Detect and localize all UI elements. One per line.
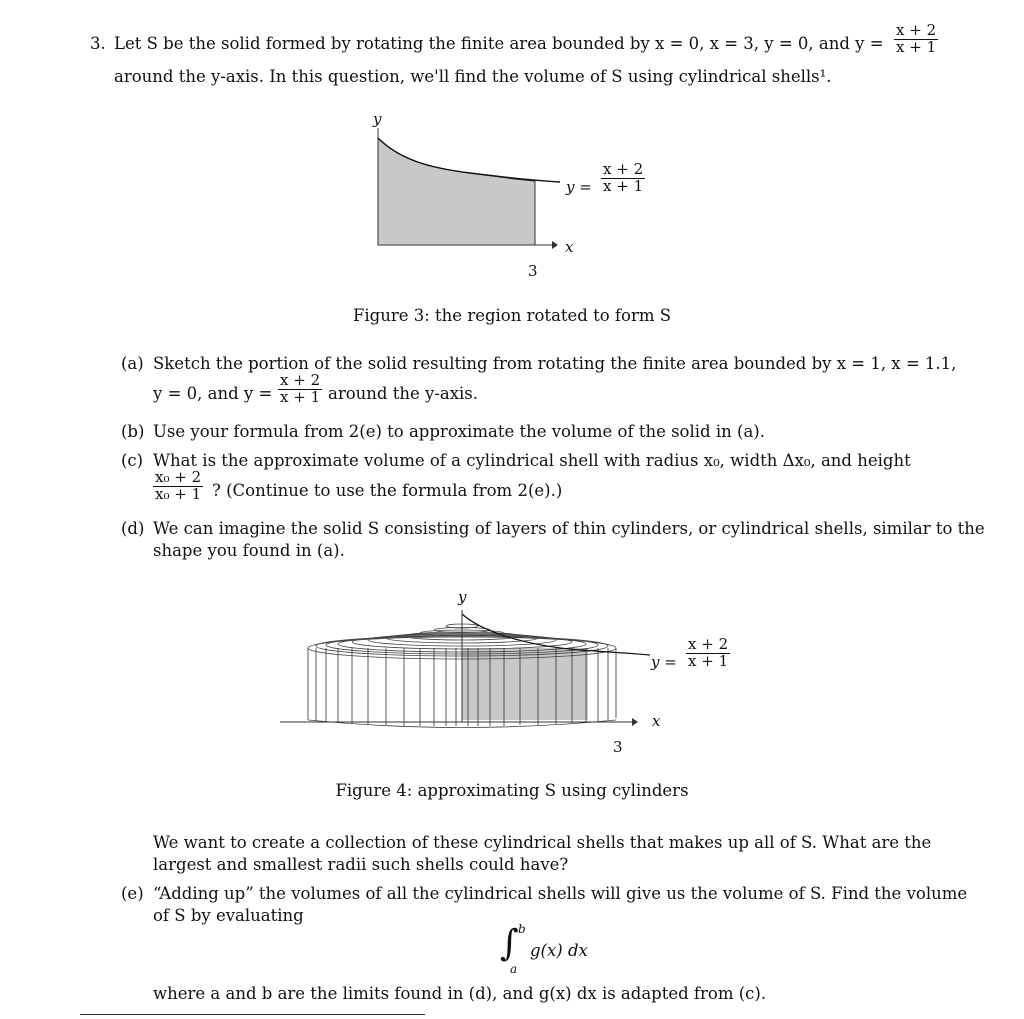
integrand: g(x) dx [530,941,588,960]
part-a-line-2-post: around the y-axis. [328,384,479,403]
part-b-label: (b) [121,422,145,441]
part-d-label: (d) [121,519,145,538]
fig4-tick-label: 3 [613,738,623,756]
fig3-fraction-numerator: x + 2 [603,160,644,178]
fig3-tick-label: 3 [528,262,538,280]
fig3-curve-fraction [601,162,645,195]
fig3-x-label: x [565,238,574,256]
fraction-numerator: x + 2 [896,21,937,39]
question-number: 3. [90,34,106,53]
fig4-x-label: x [652,712,661,730]
fig4-curve-fraction [686,637,730,670]
integral-sign: ∫ [500,923,519,964]
part-c-label: (c) [121,451,144,470]
fig3-y-label: y [373,110,382,128]
figure-3 [360,108,660,283]
part-a-line-2-pre: y = 0, and y = [153,384,273,403]
figure-3-caption: Figure 3: the region rotated to form S [352,306,672,325]
part-a-label: (a) [121,354,144,373]
question-fraction [894,23,938,56]
question-line-1: Let S be the solid formed by rotating the finite area bounded by x = 0, x = 3, y = 0, and y = [114,34,884,53]
part-e-label: (e) [121,884,144,903]
fig4-fraction-denominator: x + 1 [688,651,729,670]
part-a-fraction-numerator: x + 2 [280,371,321,389]
part-e-line-2: of S by evaluating [153,906,304,925]
part-c-fraction-numerator: x₀ + 2 [155,468,202,486]
part-d-line-2: shape you found in (a). [153,541,345,560]
x-axis-arrow [632,718,638,726]
part-e-after: where a and b are the limits found in (d), and g(x) dx is adapted from (c). [153,984,767,1003]
part-a-line-1: Sketch the portion of the solid resulting from rotating the finite area bounded by x = 1, x = 1.1, [153,354,957,373]
part-e-line-1: “Adding up” the volumes of all the cylindrical shells will give us the volume of S. Find the volume [153,884,968,903]
part-a-fraction [278,373,322,406]
figure-4-caption: Figure 4: approximating S using cylinders [335,781,689,800]
part-c-line-1: What is the approximate volume of a cylindrical shell with radius x₀, width Δx₀, and height [153,451,911,470]
figure-4 [280,590,680,750]
fraction-denominator: x + 1 [896,37,937,56]
part-c-fraction-denominator: x₀ + 1 [155,484,202,503]
part-c-line-2-post: ? (Continue to use the formula from 2(e).) [212,481,563,500]
integral-upper-limit: b [518,922,526,936]
fig4-fraction-numerator: x + 2 [688,635,729,653]
fig4-curve-prefix: y = [651,653,677,671]
footnote-rule [80,1014,425,1015]
part-b-text: Use your formula from 2(e) to approximate the volume of the solid in (a). [153,422,765,441]
question-line-2: around the y-axis. In this question, we'll find the volume of S using cylindrical shells¹. [114,67,832,86]
shaded-region [378,138,535,245]
fig3-fraction-denominator: x + 1 [603,176,644,195]
x-axis-arrow [552,241,558,249]
part-a-fraction-denominator: x + 1 [280,387,321,406]
fig3-curve-prefix: y = [566,178,592,196]
integral-lower-limit: a [510,962,518,976]
part-d-line-1: We can imagine the solid S consisting of layers of thin cylinders, or cylindrical shells, similar to the [153,519,985,538]
part-d-follow-2: largest and smallest radii such shells could have? [153,855,569,874]
part-c-fraction [153,470,203,503]
part-d-follow-1: We want to create a collection of these cylindrical shells that makes up all of S. What are the [153,833,932,852]
fig4-y-label: y [458,588,467,606]
